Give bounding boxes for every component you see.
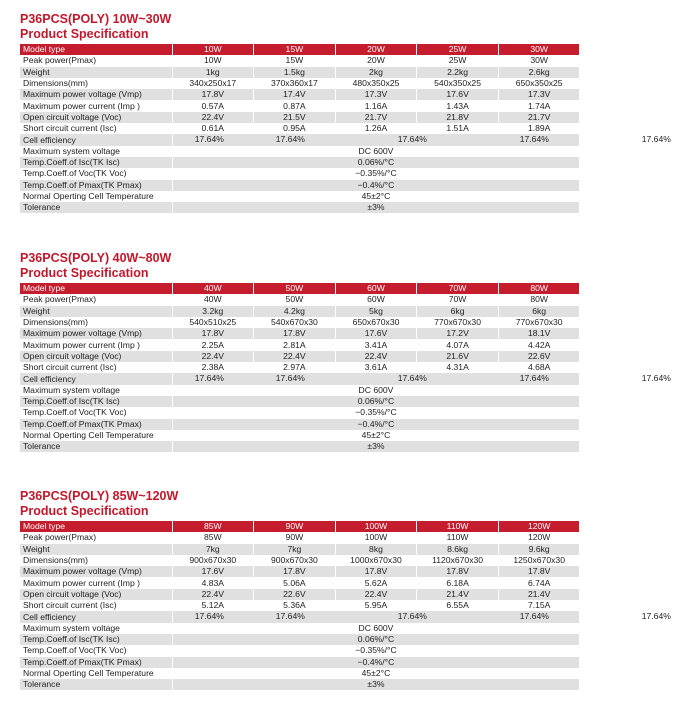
table-row [20, 180, 580, 191]
table-cell-value: 80W [498, 294, 580, 305]
table-cell-value: 17.3V [498, 89, 580, 100]
table-cell-label: Dimensions(mm) [20, 78, 172, 89]
table-cell-value: 1.26A [335, 123, 417, 134]
table-cell-value: 20W [335, 55, 417, 66]
table-cell-value: 22.4V [172, 351, 254, 362]
table-cell-value: −0.4%/°C [172, 657, 580, 668]
table-cell-value: 17.4V [254, 89, 336, 100]
table-cell-value: 650x350x25 [498, 78, 580, 89]
table-cell-value: 15W [254, 44, 336, 55]
table-cell-label: Temp.Coeff.of Voc(TK Voc) [20, 407, 172, 418]
table-cell-label: Open circuit voltage (Voc) [20, 351, 172, 362]
table-cell-value: 6.55A [417, 600, 499, 611]
table-cell-value: 25W [417, 44, 499, 55]
table-row [20, 407, 580, 418]
table-cell-value: 22.6V [498, 351, 580, 362]
table-cell-value: 17.8V [172, 328, 254, 339]
efficiency-values [172, 373, 671, 384]
table-cell-label: Temp.Coeff.of Pmax(TK Pmax) [20, 657, 172, 668]
table-cell-value: 60W [335, 283, 417, 294]
table-cell-value: 70W [417, 283, 499, 294]
table-cell-value: DC 600V [172, 623, 580, 634]
table-cell-value: 4.42A [498, 339, 580, 350]
table-cell-label: Dimensions(mm) [20, 555, 172, 566]
table-cell-value: 45±2°C [172, 668, 580, 679]
table-row [20, 168, 580, 179]
table-row [20, 78, 580, 89]
table-cell-value: 90W [254, 521, 336, 532]
table-cell-value: −0.4%/°C [172, 180, 580, 191]
table-cell-value: 85W [172, 521, 254, 532]
table-row [20, 202, 580, 213]
efficiency-value: 17.64% [275, 611, 305, 622]
table-cell-label: Model type [20, 521, 172, 532]
table-cell-value: 0.06%/°C [172, 396, 580, 407]
table-cell-value: 15W [254, 55, 336, 66]
table-cell-value: 1.51A [417, 123, 499, 134]
table-cell-label: Cell efficiency [20, 611, 172, 622]
table-cell-label: Normal Operting Cell Temperature [20, 668, 172, 679]
table-cell-label: Short circuit current (Isc) [20, 600, 172, 611]
table-row [20, 657, 580, 668]
table-cell-label: Weight [20, 67, 172, 78]
table-row [20, 544, 580, 555]
efficiency-value: 17.64% [194, 134, 224, 145]
table-cell-value: 10W [172, 44, 254, 55]
table-row [20, 328, 580, 339]
table-row [20, 668, 580, 679]
table-cell-value: 5kg [335, 306, 417, 317]
table-cell-value: −0.4%/°C [172, 419, 580, 430]
spec-section [20, 12, 671, 213]
table-cell-value: 0.87A [254, 100, 336, 111]
table-cell-value: 20W [335, 44, 417, 55]
table-cell-value: 1.5kg [254, 67, 336, 78]
table-cell-value: 9.6kg [498, 544, 580, 555]
table-cell-value: 2.6kg [498, 67, 580, 78]
spec-table [20, 521, 671, 690]
efficiency-value: 17.64% [641, 611, 671, 622]
table-cell-label: Temp.Coeff.of Voc(TK Voc) [20, 645, 172, 656]
table-cell-value: 17.8V [254, 566, 336, 577]
table-cell-value: 17.6V [172, 566, 254, 577]
table-cell-value: 10W [172, 55, 254, 66]
table-row [20, 634, 580, 645]
table-cell-value: ±3% [172, 441, 580, 452]
table-cell-value: 100W [335, 521, 417, 532]
efficiency-value: 17.64% [397, 373, 427, 384]
efficiency-values [172, 611, 671, 622]
table-cell-value: 5.62A [335, 577, 417, 588]
table-cell-value: DC 600V [172, 146, 580, 157]
table-cell-value: 1250x670x30 [498, 555, 580, 566]
efficiency-value: 17.64% [519, 611, 549, 622]
table-cell-value: 50W [254, 294, 336, 305]
table-cell-value: 22.4V [172, 112, 254, 123]
table-cell-label: Temp.Coeff.of Voc(TK Voc) [20, 168, 172, 179]
table-cell-value: 21.4V [417, 589, 499, 600]
table-cell-value: −0.35%/°C [172, 407, 580, 418]
table-row [20, 623, 580, 634]
table-cell-value: 21.7V [498, 112, 580, 123]
table-cell-value: 90W [254, 532, 336, 543]
table-cell-value: 6.74A [498, 577, 580, 588]
table-cell-value: 17.8V [172, 89, 254, 100]
table-cell-value: 4.2kg [254, 306, 336, 317]
section-subtitle: Product Specification [20, 27, 149, 41]
table-cell-value: 45±2°C [172, 191, 580, 202]
table-cell-value: 17.3V [335, 89, 417, 100]
table-cell-value: 30W [498, 44, 580, 55]
efficiency-value: 17.64% [641, 134, 671, 145]
table-row [20, 123, 580, 134]
table-cell-value: 40W [172, 294, 254, 305]
table-row [20, 645, 580, 656]
table-row [20, 134, 580, 145]
table-row [20, 306, 580, 317]
table-cell-value: 22.4V [335, 589, 417, 600]
table-row [20, 339, 580, 350]
table-cell-value: 17.6V [335, 328, 417, 339]
table-header-row [20, 44, 580, 55]
table-cell-value: 3.61A [335, 362, 417, 373]
table-row [20, 577, 580, 588]
table-row [20, 191, 580, 202]
table-row [20, 362, 580, 373]
table-cell-label: Peak power(Pmax) [20, 532, 172, 543]
table-cell-value: 340x250x17 [172, 78, 254, 89]
table-cell-label: Short circuit current (Isc) [20, 362, 172, 373]
table-cell-value: ±3% [172, 202, 580, 213]
table-cell-value: DC 600V [172, 385, 580, 396]
table-header-row [20, 521, 580, 532]
table-cell-label: Peak power(Pmax) [20, 55, 172, 66]
table-cell-label: Tolerance [20, 202, 172, 213]
table-cell-value: 2kg [335, 67, 417, 78]
table-cell-value: 2.38A [172, 362, 254, 373]
table-cell-value: 17.2V [417, 328, 499, 339]
table-row [20, 317, 580, 328]
table-cell-value: 110W [417, 532, 499, 543]
table-cell-value: 3.41A [335, 339, 417, 350]
table-cell-value: 6.18A [417, 577, 499, 588]
table-row [20, 146, 580, 157]
table-cell-value: 540x510x25 [172, 317, 254, 328]
table-cell-value: 80W [498, 283, 580, 294]
spec-section [20, 251, 671, 452]
table-cell-label: Maximum power current (Imp ) [20, 577, 172, 588]
table-cell-value: 900x670x30 [172, 555, 254, 566]
table-cell-value: 4.31A [417, 362, 499, 373]
table-cell-value: 1.43A [417, 100, 499, 111]
spec-table [20, 44, 671, 213]
table-cell-value: 540x350x25 [417, 78, 499, 89]
table-cell-label: Maximum power voltage (Vmp) [20, 89, 172, 100]
table-cell-value: 70W [417, 294, 499, 305]
table-cell-value: 21.8V [417, 112, 499, 123]
table-cell-label: Model type [20, 283, 172, 294]
table-row [20, 112, 580, 123]
table-row [20, 555, 580, 566]
table-cell-value: 18.1V [498, 328, 580, 339]
table-cell-value: 40W [172, 283, 254, 294]
section-title: P36PCS(POLY) 40W~80W [20, 251, 172, 265]
table-cell-value: 21.5V [254, 112, 336, 123]
table-cell-value: 21.4V [498, 589, 580, 600]
table-cell-value: 540x670x30 [254, 317, 336, 328]
table-cell-value: 8.6kg [417, 544, 499, 555]
table-cell-value: 4.68A [498, 362, 580, 373]
table-cell-value: 25W [417, 55, 499, 66]
table-cell-value: 3.2kg [172, 306, 254, 317]
table-cell-value: 5.36A [254, 600, 336, 611]
table-cell-label: Normal Operting Cell Temperature [20, 430, 172, 441]
table-cell-value: −0.35%/°C [172, 645, 580, 656]
table-row [20, 100, 580, 111]
table-cell-label: Maximum power current (Imp ) [20, 100, 172, 111]
table-row [20, 55, 580, 66]
table-row [20, 589, 580, 600]
table-cell-label: Cell efficiency [20, 373, 172, 384]
table-cell-value: 1.16A [335, 100, 417, 111]
table-cell-value: 22.6V [254, 589, 336, 600]
table-cell-value: 2.81A [254, 339, 336, 350]
table-row [20, 67, 580, 78]
table-cell-value: 120W [498, 532, 580, 543]
table-cell-label: Peak power(Pmax) [20, 294, 172, 305]
spec-section [20, 489, 671, 690]
table-row [20, 430, 580, 441]
table-cell-value: 4.83A [172, 577, 254, 588]
table-cell-value: 17.8V [254, 328, 336, 339]
table-header-row [20, 283, 580, 294]
table-row [20, 419, 580, 430]
table-row [20, 532, 580, 543]
efficiency-value: 17.64% [397, 611, 427, 622]
table-cell-value: 7.15A [498, 600, 580, 611]
table-cell-value: 6kg [498, 306, 580, 317]
table-cell-value: 0.95A [254, 123, 336, 134]
table-row [20, 89, 580, 100]
efficiency-value: 17.64% [397, 134, 427, 145]
section-subtitle: Product Specification [20, 266, 149, 280]
table-row [20, 611, 580, 622]
table-cell-value: 7kg [172, 544, 254, 555]
table-cell-value: 2.2kg [417, 67, 499, 78]
efficiency-value: 17.64% [194, 373, 224, 384]
table-cell-value: 0.57A [172, 100, 254, 111]
table-cell-value: 17.6V [417, 89, 499, 100]
efficiency-value: 17.64% [519, 373, 549, 384]
table-row [20, 600, 580, 611]
table-cell-label: Cell efficiency [20, 134, 172, 145]
table-cell-value: 0.61A [172, 123, 254, 134]
section-title: P36PCS(POLY) 85W~120W [20, 489, 179, 503]
table-cell-label: Maximum system voltage [20, 385, 172, 396]
table-cell-value: 900x670x30 [254, 555, 336, 566]
table-row [20, 566, 580, 577]
table-cell-label: Dimensions(mm) [20, 317, 172, 328]
table-row [20, 679, 580, 690]
spec-table [20, 283, 671, 452]
table-cell-value: 770x670x30 [417, 317, 499, 328]
table-cell-label: Weight [20, 544, 172, 555]
table-row [20, 157, 580, 168]
table-cell-value: 1.89A [498, 123, 580, 134]
table-cell-value: 17.8V [417, 566, 499, 577]
table-cell-label: Temp.Coeff.of Isc(TK Isc) [20, 634, 172, 645]
efficiency-value: 17.64% [275, 373, 305, 384]
table-cell-value: 2.25A [172, 339, 254, 350]
table-cell-label: Temp.Coeff.of Isc(TK Isc) [20, 157, 172, 168]
table-cell-value: 7kg [254, 544, 336, 555]
table-cell-value: 22.4V [254, 351, 336, 362]
table-cell-label: Open circuit voltage (Voc) [20, 589, 172, 600]
table-cell-label: Temp.Coeff.of Pmax(TK Pmax) [20, 180, 172, 191]
table-cell-value: 1120x670x30 [417, 555, 499, 566]
table-cell-label: Short circuit current (Isc) [20, 123, 172, 134]
table-row [20, 441, 580, 452]
table-cell-value: 21.7V [335, 112, 417, 123]
table-cell-label: Tolerance [20, 441, 172, 452]
table-cell-label: Weight [20, 306, 172, 317]
table-cell-value: 2.97A [254, 362, 336, 373]
table-cell-value: 4.07A [417, 339, 499, 350]
table-cell-value: 480x350x25 [335, 78, 417, 89]
table-row [20, 396, 580, 407]
table-cell-label: Temp.Coeff.of Pmax(TK Pmax) [20, 419, 172, 430]
table-cell-value: 1000x670x30 [335, 555, 417, 566]
table-cell-value: 1.74A [498, 100, 580, 111]
table-cell-value: 0.06%/°C [172, 157, 580, 168]
table-cell-value: 5.06A [254, 577, 336, 588]
efficiency-values [172, 134, 671, 145]
table-cell-value: ±3% [172, 679, 580, 690]
table-cell-value: 100W [335, 532, 417, 543]
table-cell-value: 22.4V [335, 351, 417, 362]
table-cell-value: 6kg [417, 306, 499, 317]
table-cell-value: 85W [172, 532, 254, 543]
table-cell-label: Normal Operting Cell Temperature [20, 191, 172, 202]
efficiency-value: 17.64% [275, 134, 305, 145]
table-cell-value: 5.95A [335, 600, 417, 611]
efficiency-value: 17.64% [641, 373, 671, 384]
table-cell-value: 45±2°C [172, 430, 580, 441]
table-cell-value: 22.4V [172, 589, 254, 600]
table-cell-value: 120W [498, 521, 580, 532]
table-row [20, 385, 580, 396]
table-cell-value: 50W [254, 283, 336, 294]
table-cell-value: 30W [498, 55, 580, 66]
table-cell-label: Tolerance [20, 679, 172, 690]
table-cell-value: 60W [335, 294, 417, 305]
table-cell-label: Maximum power voltage (Vmp) [20, 328, 172, 339]
table-cell-value: 5.12A [172, 600, 254, 611]
table-cell-label: Maximum system voltage [20, 146, 172, 157]
efficiency-value: 17.64% [194, 611, 224, 622]
table-cell-value: 110W [417, 521, 499, 532]
table-cell-label: Maximum power voltage (Vmp) [20, 566, 172, 577]
table-cell-value: 17.8V [498, 566, 580, 577]
table-cell-label: Maximum system voltage [20, 623, 172, 634]
table-cell-value: 17.8V [335, 566, 417, 577]
efficiency-value: 17.64% [519, 134, 549, 145]
table-cell-label: Model type [20, 44, 172, 55]
table-cell-value: 1kg [172, 67, 254, 78]
section-title: P36PCS(POLY) 10W~30W [20, 12, 172, 26]
table-cell-value: 8kg [335, 544, 417, 555]
table-cell-value: 370x360x17 [254, 78, 336, 89]
table-cell-label: Maximum power current (Imp ) [20, 339, 172, 350]
table-cell-value: −0.35%/°C [172, 168, 580, 179]
table-cell-label: Open circuit voltage (Voc) [20, 112, 172, 123]
table-row [20, 294, 580, 305]
table-cell-value: 0.06%/°C [172, 634, 580, 645]
table-cell-value: 770x670x30 [498, 317, 580, 328]
table-cell-value: 650x670x30 [335, 317, 417, 328]
table-cell-value: 21.6V [417, 351, 499, 362]
table-row [20, 373, 580, 384]
section-subtitle: Product Specification [20, 504, 149, 518]
table-cell-label: Temp.Coeff.of Isc(TK Isc) [20, 396, 172, 407]
table-row [20, 351, 580, 362]
